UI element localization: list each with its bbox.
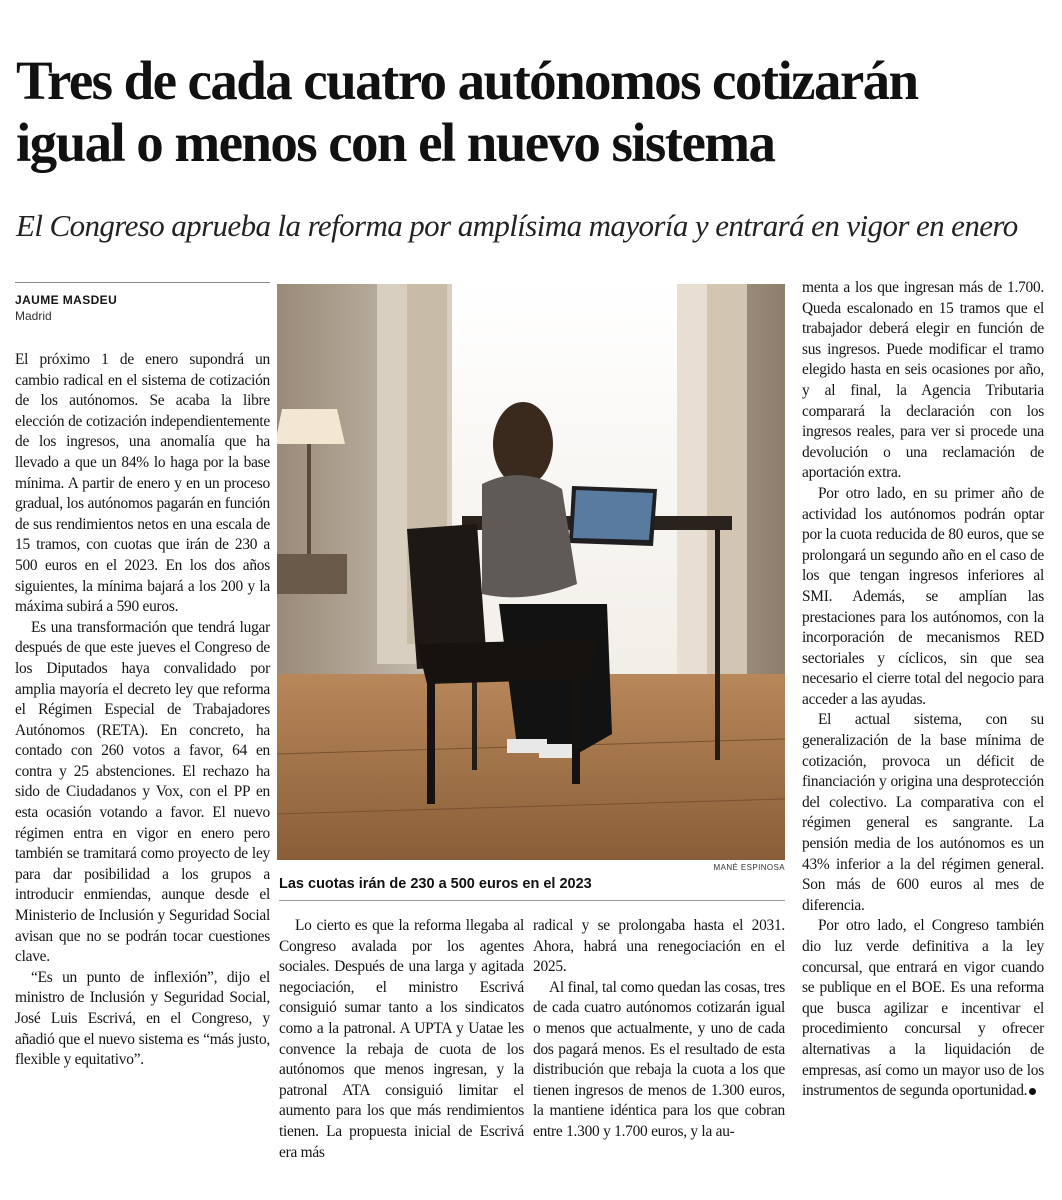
photo-caption: Las cuotas irán de 230 a 500 euros en el 2023 <box>279 876 592 892</box>
column-3 <box>533 916 785 1143</box>
paragraph: radical y se prolongaba hasta el 2031. Ahora, habrá una renegociación en el 2025. <box>533 917 785 976</box>
dateline-location: Madrid <box>15 309 52 323</box>
subtitle: El Congreso aprueba la reforma por amplísima mayoría y entrará en vigor en enero <box>16 208 1018 243</box>
article-photo <box>277 284 785 860</box>
headline <box>16 50 1051 174</box>
photo-illustration <box>277 284 785 860</box>
paragraph: Por otro lado, en su primer año de actividad los autónomos podrán optar por la cuota reducida de 80 euros, que se prolongará un segundo año en el caso de los que tengan ingresos inferiores al SMI. Además, se amplían las prestaciones para los autónomos, con la incorporación de mecanismos RED sectoriales y cíclicos, sin que sea necesario el cierre total del negocio para acceder a las ayudas. <box>802 484 1044 708</box>
caption-divider <box>279 900 785 901</box>
byline <box>15 282 270 323</box>
paragraph-last <box>802 916 1044 1101</box>
paragraph: El actual sistema, con su generalización de la base mínima de cotización, provoca un déficit de financiación y origina una desprotección del colectivo. La comparativa con el régimen general es sangrante. La pensión media de los autónomos es un 43% inferior a la del régimen general. Son más de 600 euros al mes de diferencia. <box>802 711 1044 914</box>
paragraph: El próximo 1 de enero supondrá un cambio radical en el sistema de cotización de los autónomos. Se acaba la libre elección de cotización independientemente de los ingresos, una anomalía que ha llevado a que un 84% lo haga por la base mínima. A partir de enero y en un proceso gradual, los autónomos pagarán en función de sus rendimientos netos en una escala de 15 tramos, con cuotas que irán de 230 a 500 euros en el 2023. En los dos años siguientes, la mínima bajará a los 200 y la máxima subirá a 590 euros. <box>15 351 270 616</box>
author-name: JAUME MASDEU <box>15 293 118 307</box>
paragraph: Es una transformación que tendrá lugar después de que este jueves el Congreso de los Diputados haya convalidado por amplia mayoría el decreto ley que reforma el Régimen Especial de Trabajadores Autónomos (RETA). En concreto, ha contado con 260 votos a favor, 64 en contra y 25 abstenciones. El rechazo ha sido de Ciudadanos y Vox, con el PP en esta ocasión votando a favor. El nuevo régimen entra en vigor en enero pero también se tramitará como proyecto de ley para dar posibilidad a los grupos a introducir enmiendas, aunque desde el Ministerio de Inclusión y Seguridad Social avisan que no se podrán tocar cuestiones clave. <box>15 618 270 966</box>
paragraph: menta a los que ingresan más de 1.700. Queda escalonado en 15 tramos que el trabajador deberá elegir en función de sus ingresos. Puede modificar el tramo elegido hasta en seis ocasiones por año, y al final, la Agencia Tributaria comparará la declaración con los ingresos reales, para ver si procede una devolución o una reclamación de aportación extra. <box>802 279 1044 482</box>
headline-line-1: Tres de cada cuatro autónomos cotizarán <box>16 50 918 111</box>
paragraph: “Es un punto de inflexión”, dijo el ministro de Inclusión y Seguridad Social, José Luis Escrivá, en el Congreso, y añadió que el nuevo sistema es “más justo, flexible y equitativo”. <box>15 968 270 1069</box>
column-4 <box>802 278 1044 1102</box>
end-mark-icon <box>1029 1088 1036 1095</box>
paragraph: Al final, tal como quedan las cosas, tres de cada cuatro autónomos cotizarán igual o menos que actualmente, y uno de cada dos pagará menos. Es el resultado de esta distribución que rebaja la cuota a los que tienen ingresos de menos de 1.300 euros, la mantiene idéntica para los que cobran entre 1.300 y 1.700 euros, y la au- <box>533 978 785 1140</box>
column-2 <box>279 916 524 1163</box>
paragraph-text: Por otro lado, el Congreso también dio luz verde definitiva a la ley concursal, que entrará en vigor cuando se publique en el BOE. Es una reforma que busca agilizar e incentivar el procedimiento concursal y ofrecer alternativas a la liquidación de empresas, así como un mayor uso de los instrumentos de segunda oportunidad. <box>802 917 1044 1100</box>
headline-line-2: igual o menos con el nuevo sistema <box>16 112 775 173</box>
photo-credit: MANÉ ESPINOSA <box>713 863 785 872</box>
column-1 <box>15 350 270 1071</box>
paragraph: Lo cierto es que la reforma llegaba al Congreso avalada por los agentes sociales. Después de una larga y agitada negociación, el ministro Escrivá consiguió sumar tanto a los sindicatos como a la patronal. A UPTA y Uatae les convence la rebaja de cuota de los autónomos que menos ingresan, y la patronal ATA consiguió limitar el aumento para los que más rendimientos tienen. La propuesta inicial de Escrivá era más <box>279 917 524 1161</box>
